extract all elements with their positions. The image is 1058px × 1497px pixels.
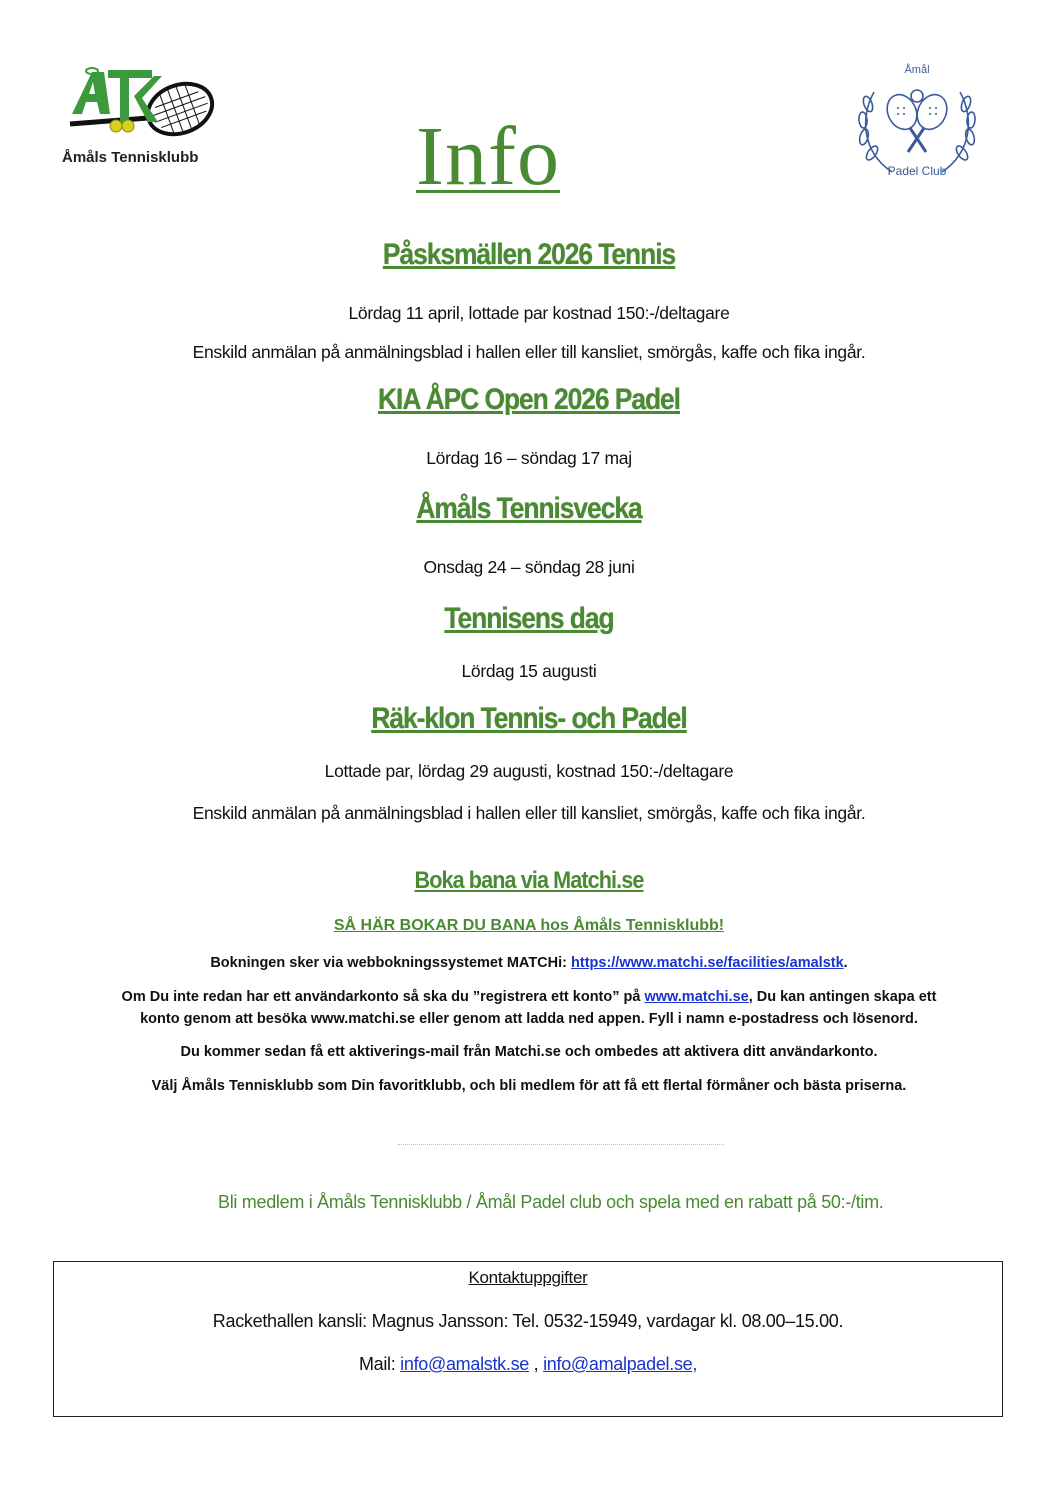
event-title-tennisens-dag: Tennisens dag — [444, 602, 614, 635]
event-title-tennisvecka: Åmåls Tennisvecka — [416, 492, 642, 525]
booking-line-4: Du kommer sedan få ett aktiverings-mail från Matchi.se och ombedes att aktivera ditt användarkonto. — [180, 1044, 878, 1060]
padel-logo-top-text: Åmål — [904, 64, 930, 76]
tennisklubb-logo — [62, 66, 222, 166]
matchi-facility-link[interactable]: https://www.matchi.se/facilities/amalstk — [571, 955, 844, 971]
booking-line-5: Välj Åmåls Tennisklubb som Din favoritklubb, och bli medlem för att få ett flertal förmåner och bästa priserna. — [151, 1078, 907, 1094]
padel-logo-bottom-text: Padel Club — [887, 164, 947, 178]
event-title-rak-klon: Räk-klon Tennis- och Padel — [371, 702, 687, 735]
matchi-link[interactable]: www.matchi.se — [644, 989, 749, 1005]
tennis-racket-logo-icon — [62, 66, 222, 146]
mail-link-amalpadel[interactable]: info@amalpadel.se, — [543, 1354, 698, 1374]
mail-link-amalstk[interactable]: info@amalstk.se — [400, 1354, 529, 1374]
booking-title: Boka bana via Matchi.se — [414, 867, 644, 894]
event-date-tennisvecka: Onsdag 24 – söndag 28 juni — [423, 557, 635, 577]
tennisklubb-logo-text: Åmåls Tennisklubb — [62, 149, 199, 166]
contact-mail: Mail: info@amalstk.se , info@amalpadel.se, — [358, 1354, 698, 1374]
event-date-paskmallen: Lördag 11 april, lottade par kostnad 150:-/deltagare — [348, 303, 730, 323]
page-title: Info — [416, 110, 560, 203]
padel-club-logo — [852, 62, 982, 192]
contact-box — [53, 1261, 1003, 1417]
divider — [398, 1144, 724, 1145]
event-title-kia-apc-open: KIA ÅPC Open 2026 Padel — [378, 383, 680, 416]
event-date-kia-apc-open: Lördag 16 – söndag 17 maj — [426, 448, 632, 468]
event-date-tennisens-dag: Lördag 15 augusti — [461, 661, 597, 681]
event-date-rak-klon: Lottade par, lördag 29 augusti, kostnad 150:-/deltagare — [324, 761, 734, 781]
event-info-rak-klon: Enskild anmälan på anmälningsblad i hallen eller till kansliet, smörgås, kaffe och fika ingår. — [192, 803, 866, 823]
event-title-paskmallen: Påsksmällen 2026 Tennis — [382, 238, 676, 271]
contact-heading: Kontaktuppgifter — [468, 1268, 588, 1287]
booking-line-3: konto genom att besöka www.matchi.se eller genom att ladda ned appen. Fyll i namn e-postadress och lösenord. — [140, 1011, 918, 1027]
booking-line-1: Bokningen sker via webbokningssystemet MATCHi: https://www.matchi.se/facilities/amalstk. — [210, 955, 848, 971]
event-info-paskmallen: Enskild anmälan på anmälningsblad i hallen eller till kansliet, smörgås, kaffe och fika ingår. — [192, 342, 866, 362]
membership-offer: Bli medlem i Åmåls Tennisklubb / Åmål Padel club och spela med en rabatt på 50:-/tim. — [218, 1192, 884, 1212]
contact-office: Rackethallen kansli: Magnus Jansson: Tel. 0532-15949, vardagar kl. 08.00–15.00. — [212, 1311, 844, 1331]
booking-subtitle: SÅ HÄR BOKAR DU BANA hos Åmåls Tennisklubb! — [333, 917, 725, 934]
booking-line-2: Om Du inte redan har ett användarkonto så ska du ”registrera ett konto” på www.matchi.se, Du kan antingen skapa ett — [121, 989, 937, 1005]
